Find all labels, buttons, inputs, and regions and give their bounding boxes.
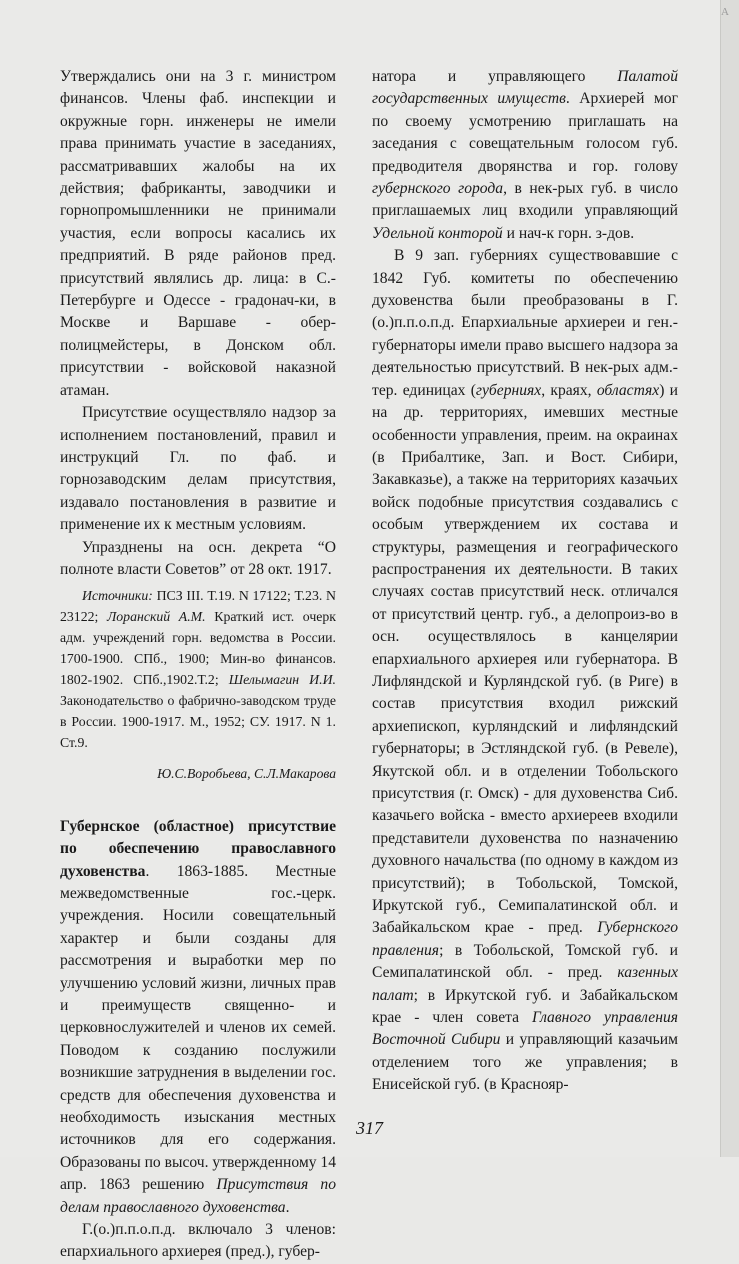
page-number: 317 (356, 1118, 383, 1138)
paragraph: Присутствие осуществляло надзор за исполнением постановлений, правил и инструкций Гл. по фаб. и горнозаводским делам присутствия, издавало постановления в развитие и применение их к местным условиям. (60, 404, 336, 534)
paragraph: Утверждались они на 3 г. министром финансов. Члены фаб. инспекции и окружные горн. инженеры не имели права принимать участие в заседаниях, рассматривавших жалобы на их действия; фабриканты, заводчики и горнопромышленники не принимали участия, если вопросы касались их предприятий. В ряде районов пред. присутствий являлись др. лица: в С.-Петербурге и Одессе - градонач-ки, в Москве и Варшаве - обер-полицмейстеры, в Донском обл. присутствии - войсковой наказной атаман. (60, 68, 336, 399)
text-run: ; в Тобольской, Томской губ. и Семипалатинской обл. - пред. (372, 941, 678, 982)
paragraph (372, 66, 678, 245)
right-column (372, 66, 678, 1097)
reference: Палатой государственных имуществ (372, 68, 678, 108)
paragraph: Г.(о.)п.п.о.п.д. включало 3 членов: епархиального архиерея (пред.), губер- (60, 1221, 336, 1261)
sources-author: Лоранский А.М. (106, 609, 206, 625)
text-run: и нач-к горн. з-дов. (502, 224, 635, 242)
text-run: и управляющий казачьим отделением того же управления; в Енисейской губ. (в Краснояр- (372, 1031, 678, 1094)
text-run: ; в Иркутской губ. и Забайкальском крае - член совета (372, 986, 678, 1027)
text-run: натора и управляющего (372, 68, 618, 85)
text-run: , в нек-рых губ. в число приглашаемых лиц входили управляющий (372, 180, 679, 220)
text-run: , краях, (541, 381, 597, 399)
text-run: . Архиерей мог по своему усмотрению приглашать на заседания с совещательным голосом губ. предводителя дворянства и гор. голову (372, 90, 678, 175)
reference: казенных палат (372, 964, 678, 1004)
reference: Удельной конторой (372, 224, 503, 242)
reference: губерниях (475, 381, 542, 399)
sources-text: ПСЗ III. Т.19. N 17122; Т.23. N 23122; (60, 588, 336, 625)
sources-label: Источники: (82, 588, 153, 604)
text-run: ) и на др. территориях, имевших местные особенности управления, преим. на окраинах (в Прибалтике, Зап. и Вост. Сибири, Закавказье), а также на территориях казачьих войск подобные присутствия создавались с особым утверждением их состава и структуры, размещения и географического распространения их деятельности. В таких случаях состав присутствий неск. отличался от присутствий центр. губ., а делопроиз-во в осн. осуществлялось в канцелярии епархиального архиерея или губернатора. В Лифляндской и Курляндской губ. (в Риге) в состав присутствия входил рижский архиепископ, курляндский и лифляндский губернаторы; в Эстляндской губ. (в Ревеле), Якутской обл. и в отделении Тобольского присутствия (г. Омск) - для духовенства Сиб. казачьего войска - вместо архиереев входили представители духовенства по назначению духовного начальства (по одному в каждом из присутствий); в Тобольской, Томской, Иркутской губ., Семипалатинской обл. и Забайкальском крае - пред. (372, 381, 679, 937)
reference: областях (596, 381, 660, 399)
page-edge (720, 0, 739, 1157)
entry-reference: Присутствия по делам православного духовенства (60, 1176, 336, 1216)
text-run: В 9 зап. губерниях существовавшие с 1842 Губ. комитеты по обеспечению духовенства были преобразованы в Г.(о.)п.п.о.п.д. Епархиальные архиереи и ген.-губернаторы имели право высшего надзора за деятельностью присутствий. В нек-рых адм.-тер. единицах ( (372, 247, 678, 399)
reference: Главного управления Восточной Сибири (372, 1009, 678, 1049)
entry-text: . (285, 1198, 290, 1216)
paragraph (372, 245, 678, 1096)
sources-text: Краткий ист. очерк адм. учреждений горн. ведомства в России. 1700-1900. СПб., 1900; Мин-во финансов. 1802-1902. СПб.,1902.Т.2; (60, 609, 336, 688)
corner-mark: A (721, 6, 729, 18)
entry-text: . 1863-1885. Местные межведомственные гос.-церк. учреждения. Носили совещательный характер и были созданы для рассмотрения и выработки мер по улучшению условий жизни, личных прав и преимуществ священно- и церковнослужителей и членов их семей. Поводом к созданию послужили возникшие затруднения в выделении гос. средств для обеспечения духовенства и необходимость изыскания местных источников для его содержания. Образованы по высоч. утвержденному 14 апр. 1863 решению (60, 862, 336, 1194)
reference: Губернского правления (372, 919, 678, 959)
author-signature: Ю.С.Воробьева, С.Л.Макарова (157, 766, 336, 782)
sources-author: Шелымагин И.И. (228, 672, 336, 688)
paragraph: Упразднены на осн. декрета “О полноте власти Советов” от 28 окт. 1917. (60, 538, 336, 578)
entry (60, 816, 336, 1219)
sources (60, 585, 336, 753)
sources-text: Законодательство о фабрично-заводском труде в России. 1900-1917. М., 1952; СУ. 1917. N 1. Ст.9. (60, 693, 336, 751)
reference: губернского города (372, 180, 504, 198)
left-column (60, 66, 336, 1264)
entry-title: Губернское (областное) присутствие по обеспечению православного духовенства (60, 817, 336, 880)
